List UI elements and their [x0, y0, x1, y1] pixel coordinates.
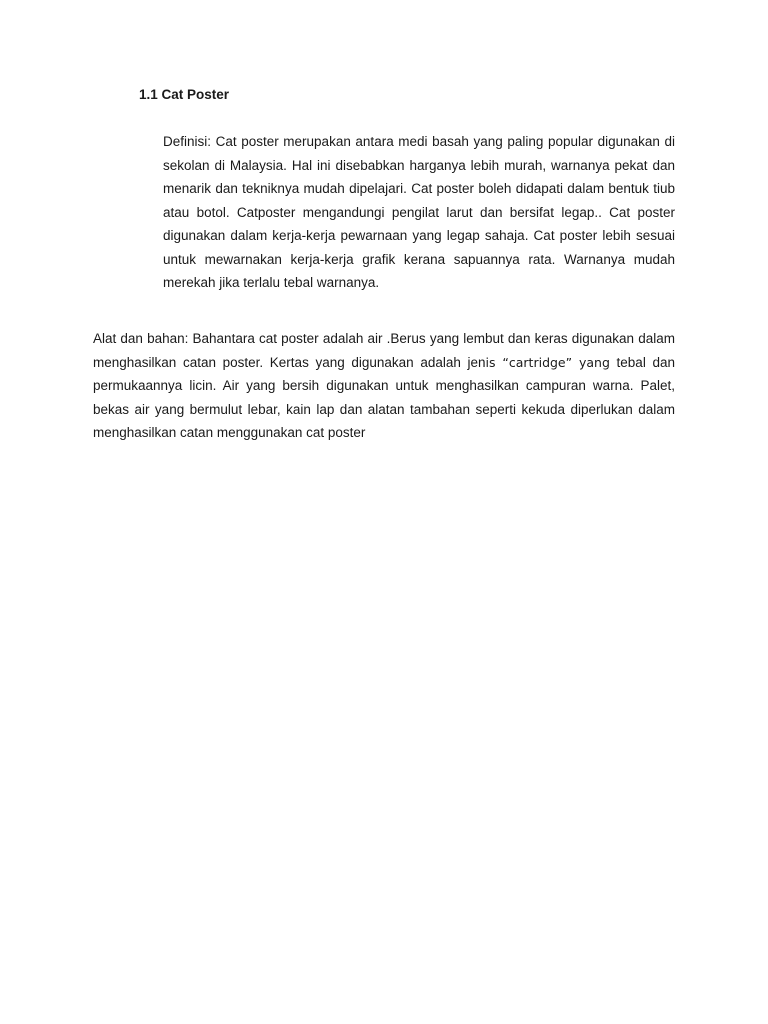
- materials-text-start: Alat dan bahan: Bahantara cat poster adalah air .Berus yang lembut dan keras digunakan dalam menghasilkan catan poster. Kertas yang digunakan adalah jen: [93, 331, 675, 370]
- materials-paragraph: [93, 327, 675, 445]
- materials-text-end: tebal dan permukaannya licin. Air yang bersih digunakan untuk menghasilkan campuran warna. Palet, bekas air yang bermulut lebar, kain lap dan alatan tambahan seperti kekuda diperlukan dalam menghasilkan catan menggunakan cat poster: [93, 354, 675, 440]
- materials-text-cartridge: is “cartridge” yang: [485, 354, 610, 370]
- section-heading: 1.1 Cat Poster: [139, 87, 230, 102]
- definition-paragraph: Definisi: Cat poster merupakan antara medi basah yang paling popular digunakan di sekolan di Malaysia. Hal ini disebabkan harganya lebih murah, warnanya pekat dan menarik dan tekniknya mudah dipelajari. Cat poster boleh didapati dalam bentuk tiub atau botol. Catposter mengandungi pengilat larut dan bersifat legap.. Cat poster digunakan dalam kerja-kerja pewarnaan yang legap sahaja. Cat poster lebih sesuai untuk mewarnakan kerja-kerja grafik kerana sapuannya rata. Warnanya mudah merekah jika terlalu tebal warnanya.: [163, 134, 675, 290]
